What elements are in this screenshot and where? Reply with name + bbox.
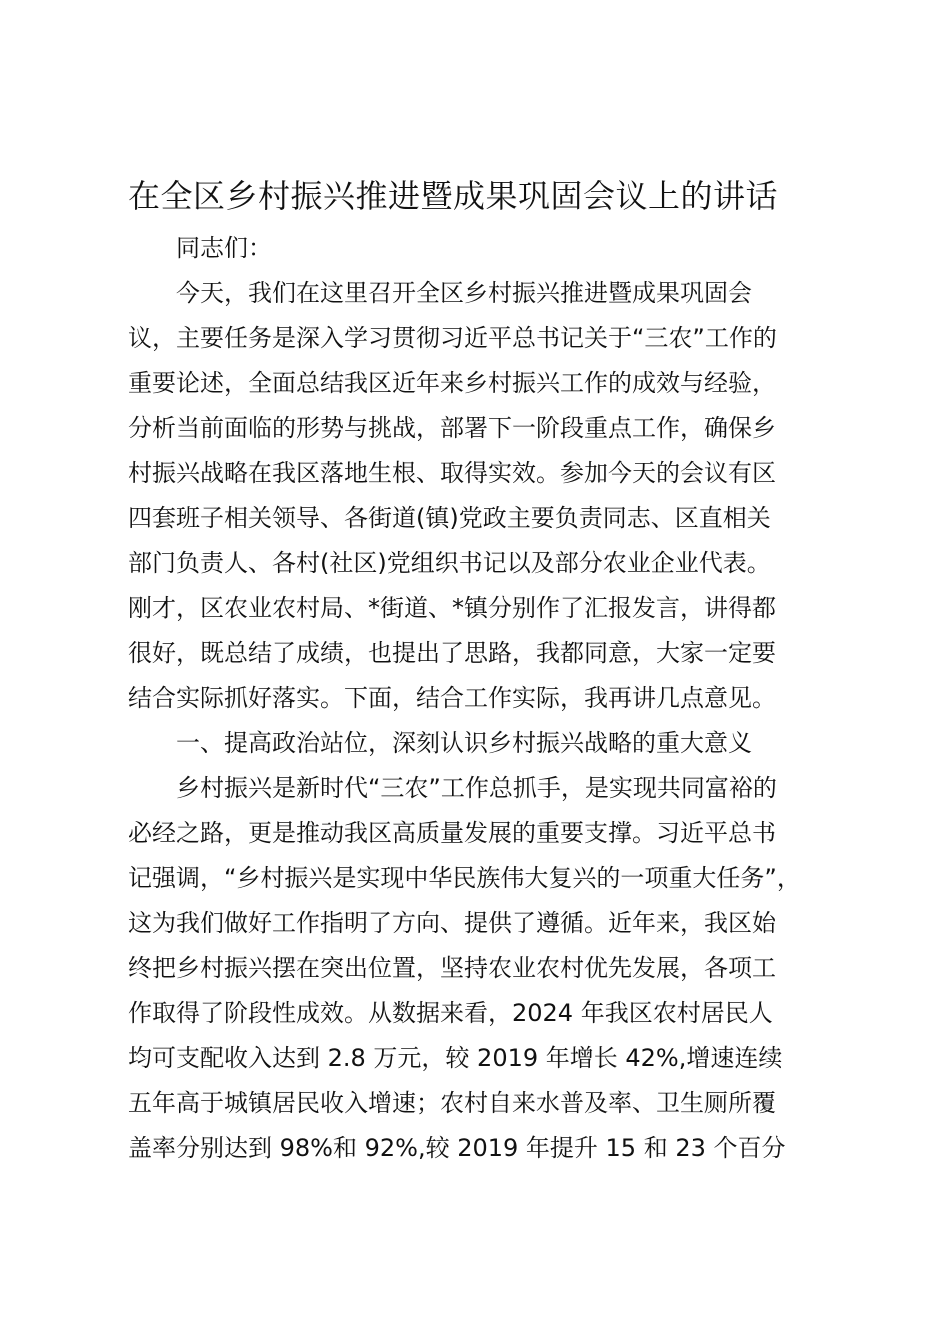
section-heading-1: [128, 721, 828, 766]
paragraph-line: 作取得了阶段性成效。从数据来看，2024 年我区农村居民人: [128, 999, 773, 1027]
paragraph-line: 重要论述，全面总结我区近年来乡村振兴工作的成效与经验，: [128, 369, 776, 397]
salutation-line: 同志们：: [176, 234, 272, 262]
paragraph-line: 盖率分别达到 98%和 92%,较 2019 年提升 15 和 23 个百分: [128, 1134, 786, 1162]
paragraph-line: 乡村振兴是新时代“三农”工作总抓手，是实现共同富裕的: [176, 774, 777, 802]
paragraph-line: 终把乡村振兴摆在突出位置，坚持农业农村优先发展，各项工: [128, 954, 776, 982]
section-heading-line: 一、提高政治站位，深刻认识乡村振兴战略的重大意义: [176, 729, 752, 757]
paragraph-line: 村振兴战略在我区落地生根、取得实效。参加今天的会议有区: [128, 459, 776, 487]
paragraph-line: 这为我们做好工作指明了方向、提供了遵循。近年来，我区始: [128, 909, 776, 937]
paragraph-line: 很好，既总结了成绩，也提出了思路，我都同意，大家一定要: [128, 639, 776, 667]
paragraph-line: 议，主要任务是深入学习贯彻习近平总书记关于“三农”工作的: [128, 324, 777, 352]
paragraph-line: 五年高于城镇居民收入增速；农村自来水普及率、卫生厕所覆: [128, 1089, 776, 1117]
paragraph-opening: [128, 271, 828, 721]
paragraph-line: 均可支配收入达到 2.8 万元，较 2019 年增长 42%,增速连续: [128, 1044, 783, 1072]
paragraph-line: 必经之路，更是推动我区高质量发展的重要支撑。习近平总书: [128, 819, 776, 847]
paragraph-line: 四套班子相关领导、各街道(镇)党政主要负责同志、区直相关: [128, 504, 771, 532]
paragraph-line: 今天，我们在这里召开全区乡村振兴推进暨成果巩固会: [176, 279, 752, 307]
paragraph-line: 刚才，区农业农村局、*街道、*镇分别作了汇报发言，讲得都: [128, 594, 776, 622]
salutation: [128, 226, 828, 271]
paragraph-line: 结合实际抓好落实。下面，结合工作实际，我再讲几点意见。: [128, 684, 776, 712]
paragraph-significance: [128, 766, 828, 1171]
paragraph-line: 记强调，“乡村振兴是实现中华民族伟大复兴的一项重大任务”，: [128, 864, 801, 892]
document-title: 在全区乡村振兴推进暨成果巩固会议上的讲话: [128, 177, 779, 215]
paragraph-line: 分析当前面临的形势与挑战，部署下一阶段重点工作，确保乡: [128, 414, 776, 442]
paragraph-line: 部门负责人、各村(社区)党组织书记以及部分农业企业代表。: [128, 549, 771, 577]
document-body: [128, 226, 828, 1171]
